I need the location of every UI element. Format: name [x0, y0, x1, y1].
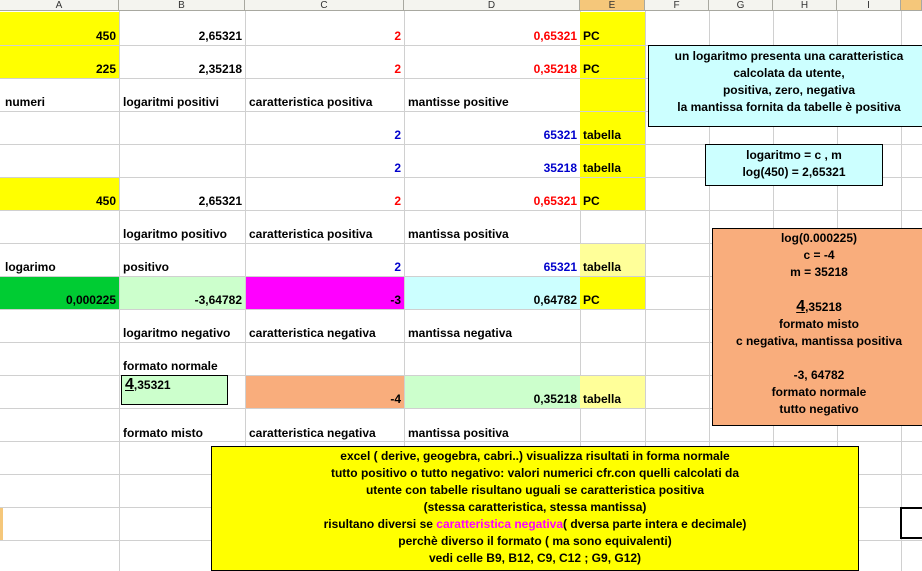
note-line: la mantissa fornita da tabelle è positiva: [677, 100, 901, 114]
highlight-negative-characteristic: caratteristica negativa: [436, 517, 564, 531]
note-line: risultano diversi se caratteristica negativa( dversa parte intera e decimale): [323, 517, 747, 531]
cell-d3[interactable]: mantisse positive: [408, 95, 509, 109]
note-line: log(450) = 2,65321: [742, 165, 846, 179]
cell-a3[interactable]: numeri: [5, 95, 46, 109]
cell-e2[interactable]: PC: [580, 46, 645, 78]
cell-c3[interactable]: caratteristica positiva: [249, 95, 373, 109]
cell-d1[interactable]: 0,65321: [533, 29, 577, 43]
note-line: log(0.000225): [780, 231, 858, 245]
cell-c13[interactable]: caratteristica negativa: [249, 426, 376, 440]
column-header-b[interactable]: B: [119, 0, 245, 11]
note-line: excel ( derive, geogebra, cabri..) visualizza risultati in forma normale: [340, 449, 730, 463]
note-excel-explanation[interactable]: [211, 446, 859, 571]
note-logarithm-example[interactable]: [705, 144, 883, 186]
cell-b2[interactable]: 2,35218: [198, 62, 242, 76]
cell-b8[interactable]: positivo: [123, 260, 170, 274]
cell-d12[interactable]: 0,35218: [405, 376, 580, 408]
cell-b12-selected[interactable]: [121, 375, 228, 405]
cell-d2[interactable]: 0,35218: [533, 62, 577, 76]
note-line: tutto negativo: [779, 402, 859, 416]
note-line: (stessa caratteristica, stessa mantissa): [423, 500, 647, 514]
cell-b10[interactable]: logaritmo negativo: [123, 326, 231, 340]
note-line: tutto positivo o tutto negativo: valori numerici cfr.con quelli calcolati da: [330, 466, 740, 480]
cell-c9[interactable]: -3: [246, 277, 404, 309]
note-logarithm-definition[interactable]: [648, 45, 922, 127]
note-line: formato normale: [771, 385, 867, 399]
note-line: un logaritmo presenta una caratteristica: [674, 49, 904, 63]
cell-e8[interactable]: tabella: [580, 244, 645, 276]
note-line: m = 35218: [790, 265, 848, 279]
column-header-f[interactable]: F: [645, 0, 709, 11]
cell-c2[interactable]: 2: [394, 62, 401, 76]
note-negative-logarithm[interactable]: [712, 228, 922, 426]
column-header-j[interactable]: [901, 0, 922, 11]
cell-a6[interactable]: 450: [0, 178, 119, 210]
note-line: c negativa, mantissa positiva: [735, 334, 903, 348]
cell-c10[interactable]: caratteristica negativa: [249, 326, 376, 340]
selected-cell-fragment[interactable]: [900, 507, 922, 539]
cell-a1[interactable]: 450: [0, 12, 119, 45]
cell-b9[interactable]: -3,64782: [120, 277, 245, 309]
row-marker: [0, 508, 3, 540]
cell-a8[interactable]: logarimo: [5, 260, 56, 274]
cell-c1[interactable]: 2: [394, 29, 401, 43]
cell-d13[interactable]: mantissa positiva: [408, 426, 509, 440]
column-header-c[interactable]: C: [245, 0, 404, 11]
cell-e4[interactable]: tabella: [580, 112, 645, 144]
note-line: perchè diverso il formato ( ma sono equivalenti): [398, 534, 672, 548]
cell-b11[interactable]: formato normale: [123, 359, 218, 373]
cell-e6[interactable]: PC: [580, 178, 645, 210]
column-header-i[interactable]: I: [837, 0, 901, 11]
cell-b6[interactable]: 2,65321: [198, 194, 242, 208]
cell-b12-mantissa: ,35321: [133, 378, 171, 392]
cell-c8[interactable]: 2: [394, 260, 401, 274]
cell-a2[interactable]: 225: [0, 46, 119, 78]
cell-b1[interactable]: 2,65321: [198, 29, 242, 43]
column-header-d[interactable]: D: [404, 0, 580, 11]
note-line: logaritmo = c , m: [746, 148, 842, 162]
note-line: vedi celle B9, B12, C9, C12 ; G9, G12): [428, 551, 642, 565]
note-line: c = -4: [803, 248, 835, 262]
cell-e5[interactable]: tabella: [580, 145, 645, 177]
note-line: calcolata da utente,: [733, 66, 845, 80]
cell-e1[interactable]: PC: [580, 12, 645, 45]
note-line: positiva, zero, negativa: [722, 83, 856, 97]
cell-c7[interactable]: caratteristica positiva: [249, 227, 373, 241]
cell-c4[interactable]: 2: [394, 128, 401, 142]
cell-d6[interactable]: 0,65321: [533, 194, 577, 208]
column-header-h[interactable]: H: [773, 0, 837, 11]
column-header-e[interactable]: E: [580, 0, 645, 11]
cell-c6[interactable]: 2: [394, 194, 401, 208]
cell-d8[interactable]: 65321: [543, 260, 577, 274]
cell-d4[interactable]: 65321: [543, 128, 577, 142]
cell-c12[interactable]: -4: [246, 376, 404, 408]
cell-d7[interactable]: mantissa positiva: [408, 227, 509, 241]
note-line: formato misto: [778, 317, 859, 331]
cell-d10[interactable]: mantissa negativa: [408, 326, 513, 340]
cell-e3[interactable]: [580, 79, 645, 111]
cell-b13[interactable]: formato misto: [123, 426, 204, 440]
column-header-a[interactable]: A: [0, 0, 119, 11]
note-line: -3, 64782: [793, 368, 845, 382]
cell-a9[interactable]: 0,000225: [0, 277, 119, 309]
cell-e9[interactable]: PC: [580, 277, 645, 309]
cell-d5[interactable]: 35218: [543, 161, 577, 175]
cell-c5[interactable]: 2: [394, 161, 401, 175]
note-mixed-value: 4,35218: [796, 298, 842, 315]
cell-e12[interactable]: tabella: [580, 376, 645, 408]
cell-d9[interactable]: 0,64782: [405, 277, 580, 309]
column-header-g[interactable]: G: [709, 0, 773, 11]
cell-b3[interactable]: logaritmi positivi: [123, 95, 220, 109]
cell-b12-characteristic: 4: [125, 376, 134, 393]
note-line: utente con tabelle risultano uguali se caratteristica positiva: [365, 483, 705, 497]
cell-b7[interactable]: logaritmo positivo: [123, 227, 228, 241]
